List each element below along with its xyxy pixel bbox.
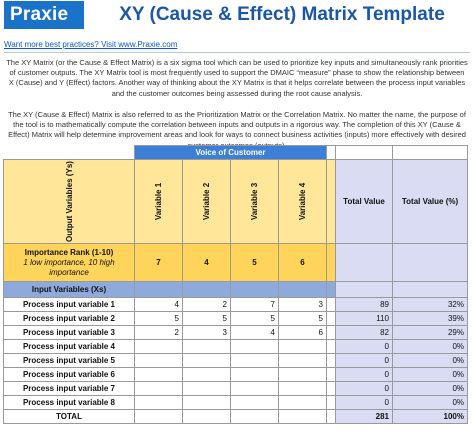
score-cell[interactable]: 5: [183, 312, 231, 326]
intro-paragraph-2: The XY (Cause & Effect) Matrix is also referred to as the Prioritization Matrix or the Correlation Matrix. No matter the name, the purpose of the tool is to mathematically compute the correlation between inputs and outputs in a rigorous way. The completion of this XY (Cause & Effect) Matrix will help determine improvement areas and look for ways to connect business activities (inputs) more effectively with desired: [8, 110, 466, 140]
blank-spacer: [327, 146, 336, 160]
importance-rank-title: Importance Rank (1-10): [24, 247, 114, 257]
importance-spacer: [327, 244, 336, 282]
table-row: [4, 382, 468, 396]
importance-rank-label: [4, 244, 135, 282]
total-label: TOTAL: [4, 410, 135, 424]
variable-4-header[interactable]: [279, 160, 327, 244]
row-total-pct: 0%: [393, 382, 468, 396]
score-cell[interactable]: [135, 354, 183, 368]
score-cell[interactable]: 6: [279, 326, 327, 340]
grand-total-pct: 100%: [393, 410, 468, 424]
score-cell[interactable]: [279, 382, 327, 396]
row-total-pct: 0%: [393, 354, 468, 368]
table-row: [4, 368, 468, 382]
table-row: [4, 354, 468, 368]
table-row: [4, 396, 468, 410]
row-spacer: [327, 396, 336, 410]
score-cell[interactable]: 3: [183, 326, 231, 340]
score-cell[interactable]: [279, 396, 327, 410]
score-cell[interactable]: [183, 368, 231, 382]
row-total-pct: 32%: [393, 298, 468, 312]
score-cell[interactable]: [135, 368, 183, 382]
score-cell[interactable]: [279, 368, 327, 382]
input-header-total-blank: [336, 282, 393, 298]
input-header-fill: [135, 282, 183, 298]
score-cell[interactable]: 3: [279, 298, 327, 312]
score-cell[interactable]: [231, 382, 279, 396]
importance-value-3[interactable]: 5: [231, 244, 279, 282]
variable-1-header[interactable]: [135, 160, 183, 244]
importance-value-4[interactable]: 6: [279, 244, 327, 282]
intro-paragraph-1: The XY Matrix (or the Cause & Effect Matrix) is a six sigma tool which can be used to prioritize key inputs and simultaneously rank priorities of customer outputs. The XY Matrix tool is most frequently used to support the DMAIC “measure” phase to show the relationship between X (Cause) and Y (Effect) factors. Another way of thinking about the XY Matrix is that it helps correlate between the process input variables and the customer outcomes being assessed during the root cause analysis.: [6, 58, 468, 98]
importance-rank-hint: 1 low importance, 10 high importance: [23, 257, 115, 277]
row-total-value: 89: [336, 298, 393, 312]
variable-2-header[interactable]: [183, 160, 231, 244]
score-cell[interactable]: [231, 340, 279, 354]
process-input-label[interactable]: Process input variable 8: [4, 396, 135, 410]
praxie-logo[interactable]: Praxie: [4, 1, 84, 29]
variable-3-label: Variable 3: [249, 182, 259, 221]
variable-3-header[interactable]: [231, 160, 279, 244]
process-input-label[interactable]: Process input variable 4: [4, 340, 135, 354]
process-input-label[interactable]: Process input variable 2: [4, 312, 135, 326]
praxie-link[interactable]: Want more best practices? Visit www.Praxie.com: [4, 40, 178, 49]
total-blank: [231, 410, 279, 424]
importance-value-2[interactable]: 4: [183, 244, 231, 282]
header-divider: [4, 52, 470, 53]
row-total-value: 0: [336, 340, 393, 354]
score-cell[interactable]: 5: [231, 312, 279, 326]
score-cell[interactable]: 7: [231, 298, 279, 312]
input-header-fill: [327, 282, 336, 298]
importance-total-blank: [336, 244, 393, 282]
score-cell[interactable]: 4: [231, 326, 279, 340]
process-input-label[interactable]: Process input variable 5: [4, 354, 135, 368]
importance-value-1[interactable]: 7: [135, 244, 183, 282]
row-total-pct: 0%: [393, 368, 468, 382]
process-input-label[interactable]: Process input variable 3: [4, 326, 135, 340]
row-spacer: [327, 312, 336, 326]
score-cell[interactable]: [231, 396, 279, 410]
score-cell[interactable]: [135, 382, 183, 396]
row-total-value: 0: [336, 396, 393, 410]
row-total-value: 82: [336, 326, 393, 340]
score-cell[interactable]: 5: [135, 312, 183, 326]
total-value-pct-header: Total Value (%): [393, 160, 468, 244]
row-total-value: 0: [336, 354, 393, 368]
score-cell[interactable]: [231, 354, 279, 368]
header-spacer: [327, 160, 336, 244]
row-total-pct: 0%: [393, 340, 468, 354]
table-row: [4, 326, 468, 340]
row-total-value: 0: [336, 382, 393, 396]
blank-total-top: [336, 146, 393, 160]
process-input-label[interactable]: Process input variable 7: [4, 382, 135, 396]
grand-total-value: 281: [336, 410, 393, 424]
total-blank: [183, 410, 231, 424]
score-cell[interactable]: [279, 354, 327, 368]
table-row: [4, 312, 468, 326]
variable-1-label: Variable 1: [153, 182, 163, 221]
score-cell[interactable]: 5: [279, 312, 327, 326]
output-variables-label: Output Variables (Ys): [64, 161, 74, 242]
output-variables-label-cell: [4, 160, 135, 244]
row-total-value: 0: [336, 368, 393, 382]
row-spacer: [327, 354, 336, 368]
score-cell[interactable]: [135, 396, 183, 410]
input-header-pct-blank: [393, 282, 468, 298]
total-blank: [327, 410, 336, 424]
row-total-value: 110: [336, 312, 393, 326]
score-cell[interactable]: [135, 340, 183, 354]
input-header-fill: [183, 282, 231, 298]
row-total-pct: 0%: [393, 396, 468, 410]
row-spacer: [327, 340, 336, 354]
score-cell[interactable]: [183, 382, 231, 396]
table-row: [4, 340, 468, 354]
row-spacer: [327, 298, 336, 312]
row-total-pct: 29%: [393, 326, 468, 340]
input-header-fill: [231, 282, 279, 298]
variable-4-label: Variable 4: [297, 182, 307, 221]
process-input-label[interactable]: Process input variable 6: [4, 368, 135, 382]
score-cell[interactable]: [183, 396, 231, 410]
page-title: XY (Cause & Effect) Matrix Template: [119, 4, 445, 25]
variable-2-label: Variable 2: [201, 182, 211, 221]
importance-pct-blank: [393, 244, 468, 282]
table-row: [4, 298, 468, 312]
process-input-label[interactable]: Process input variable 1: [4, 298, 135, 312]
score-cell[interactable]: 2: [135, 326, 183, 340]
score-cell[interactable]: [183, 354, 231, 368]
row-spacer: [327, 382, 336, 396]
input-header-fill: [279, 282, 327, 298]
score-cell[interactable]: [279, 340, 327, 354]
row-total-pct: 39%: [393, 312, 468, 326]
total-blank: [135, 410, 183, 424]
voice-of-customer-header: Voice of Customer: [135, 146, 327, 160]
row-spacer: [327, 368, 336, 382]
blank-corner: [4, 146, 135, 160]
row-spacer: [327, 326, 336, 340]
score-cell[interactable]: [183, 340, 231, 354]
score-cell[interactable]: 4: [135, 298, 183, 312]
score-cell[interactable]: [231, 368, 279, 382]
score-cell[interactable]: 2: [183, 298, 231, 312]
input-variables-header: Input Variables (Xs): [4, 282, 135, 298]
blank-pct-top: [393, 146, 468, 160]
total-value-header: Total Value: [336, 160, 393, 244]
xy-matrix-table: [3, 145, 468, 424]
total-blank: [279, 410, 327, 424]
